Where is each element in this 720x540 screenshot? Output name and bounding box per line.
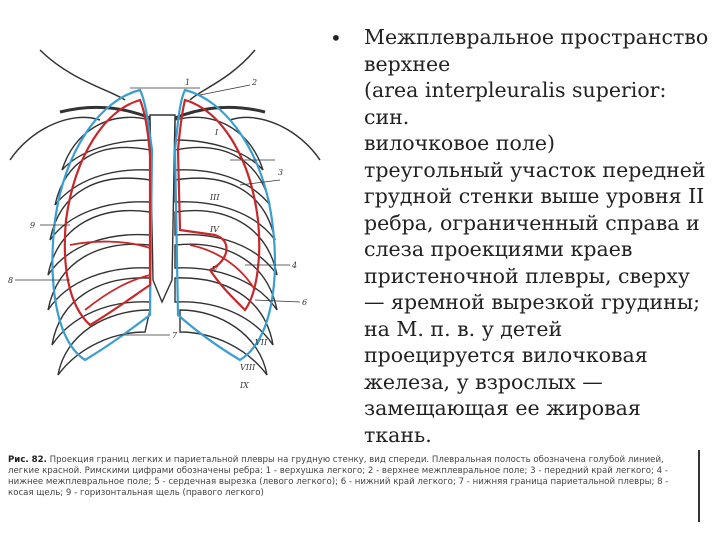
rib-label-VIII: VIII — [240, 363, 256, 372]
text-line: пристеночной плевры, сверху — [364, 263, 690, 288]
figure-caption — [8, 455, 688, 499]
caption-text: Проекция границ легких и париетальной плевры на грудную стенку, вид спереди. Плевральная полость обозначена голубой линией, легкие красной. Римскими цифрами обозначены ребра: 1 - верхушка легкого; 2 - верхнее межплевральное поле; 3 - передний край легкого; 4 - нижнее межплевральное поле; 5 - сердечная вырезка (левого легкого); 6 - нижний край легкого; 7 - нижняя граница париетальной плевры; 8 - косая щель; 9 - горизонтальная щель (правого легкого) — [8, 455, 669, 498]
text-line: Межплевральное пространство — [364, 25, 709, 49]
rib-label-V: V — [212, 265, 218, 274]
label-7: 7 — [172, 331, 178, 340]
sternum — [150, 115, 175, 302]
text-line: треугольный участок передней — [364, 157, 706, 182]
rib-label-VII: VII — [255, 338, 268, 347]
ribs-left — [48, 117, 150, 375]
text-line: (area interpleuralis superior: син. — [364, 78, 667, 129]
text-line: на М. п. в. у детей — [364, 316, 563, 341]
text-line: слеза проекциями краев — [364, 237, 633, 261]
rib-label-I: I — [215, 128, 219, 137]
text-line: верхнее — [364, 51, 451, 76]
label-2: 2 — [252, 78, 258, 87]
label-6: 6 — [302, 298, 308, 307]
label-3: 3 — [278, 168, 284, 177]
label-8: 8 — [8, 276, 14, 285]
caption-prefix: Рис. 82. — [8, 455, 47, 465]
divider — [698, 450, 700, 522]
slide-text-block — [330, 24, 710, 448]
lung-pleura-diagram — [0, 40, 330, 410]
rib-label-IX: IX — [240, 381, 249, 390]
text-line: вилочковое поле) — [364, 131, 555, 155]
text-line: грудной стенки выше уровня II — [364, 184, 705, 208]
text-line: проецируется вилочковая — [364, 343, 648, 367]
rib-label-III: III — [210, 193, 220, 202]
text-line: — яремной вырезкой грудины; — [364, 290, 701, 314]
label-4: 4 — [292, 261, 298, 270]
text-line: ребра, ограниченный справа и — [364, 210, 700, 235]
label-1: 1 — [185, 78, 191, 87]
bullet-symbol: • — [330, 26, 342, 50]
slide-paragraph — [364, 24, 710, 448]
label-9: 9 — [30, 221, 36, 230]
thorax-illustration — [0, 40, 330, 410]
text-line: железа, у взрослых — — [364, 369, 603, 394]
text-line: замещающая ее жировая ткань. — [364, 396, 641, 447]
rib-label-IV: IV — [210, 225, 219, 234]
